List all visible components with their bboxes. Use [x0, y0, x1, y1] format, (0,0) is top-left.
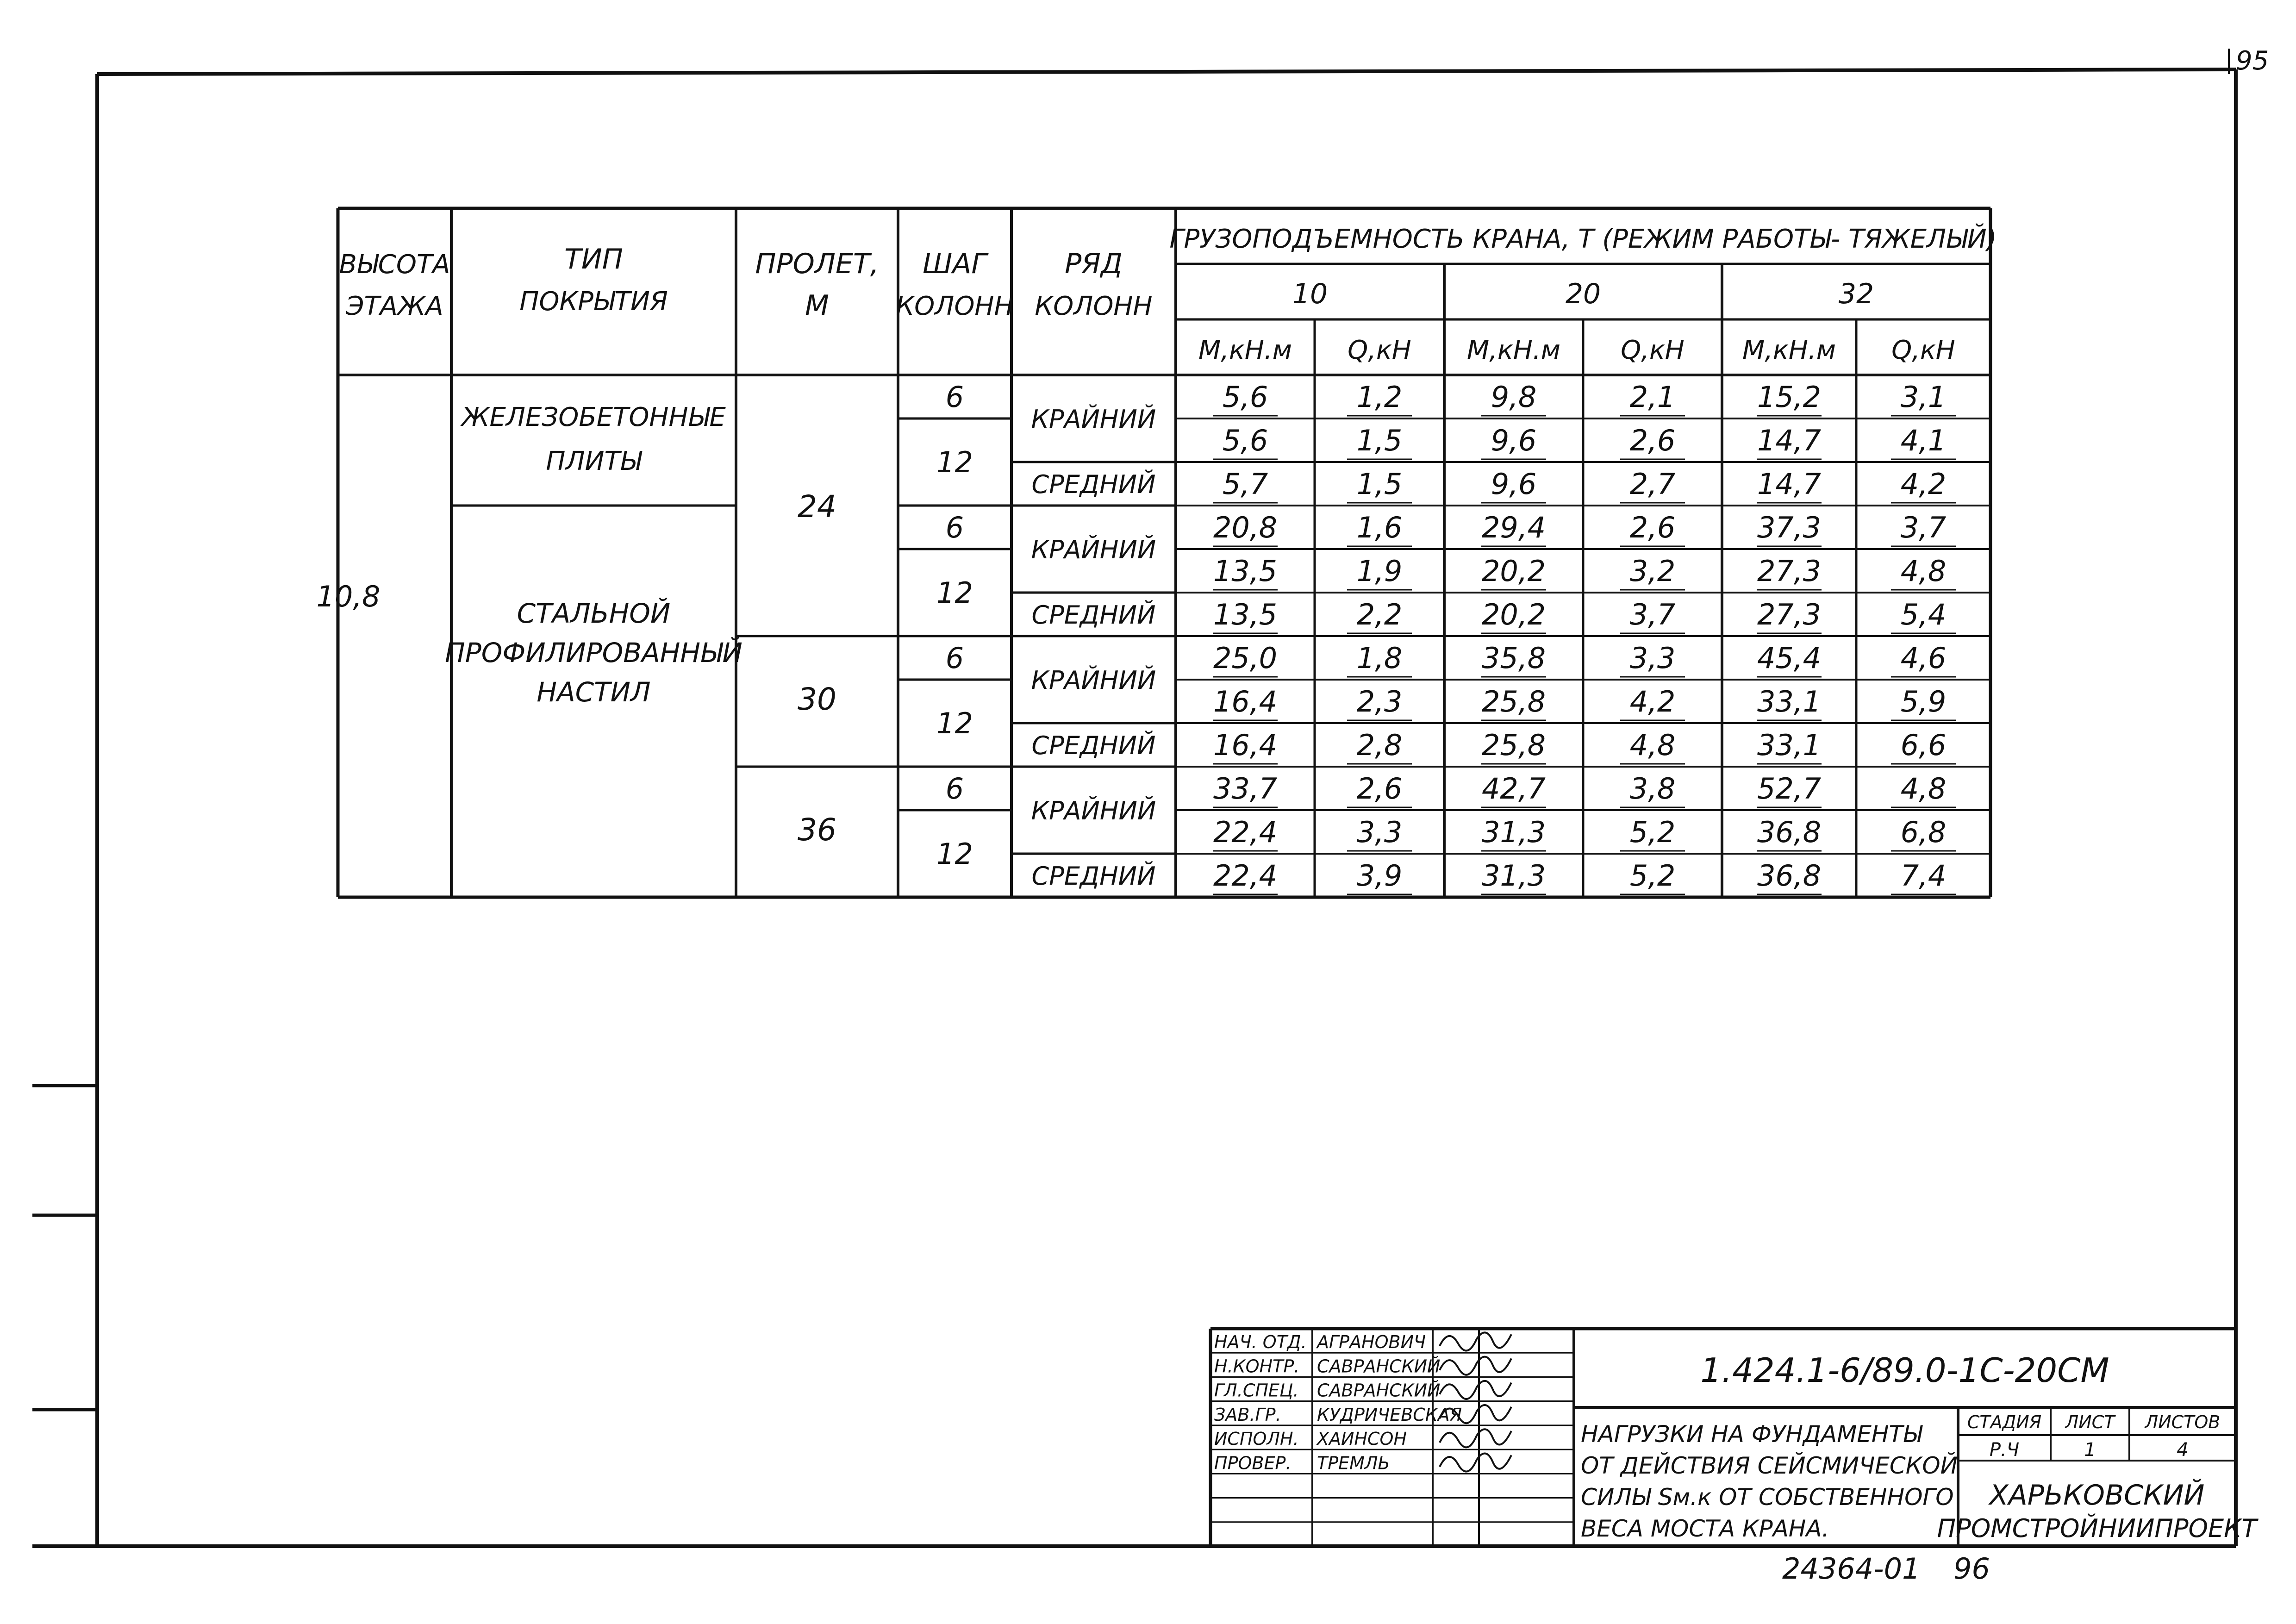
column-row-type: КРАЙНИЙ [1031, 535, 1156, 564]
signature [1440, 1332, 1511, 1350]
drawing-title: ВЕСА МОСТА КРАНА. [1581, 1515, 1829, 1542]
header-capacity-32: 32 [1838, 278, 1874, 310]
header-floor-height: ЭТАЖА [346, 291, 443, 321]
column-step-value: 6 [945, 772, 964, 806]
column-step-value: 12 [936, 837, 973, 871]
signature [1440, 1429, 1511, 1447]
moment-value: 5,6 [1222, 424, 1268, 457]
shear-force-value: 5,4 [1900, 598, 1947, 631]
moment-value: 9,8 [1491, 380, 1537, 414]
moment-value: 20,2 [1481, 598, 1546, 631]
shear-force-value: 2,1 [1629, 380, 1676, 414]
column-step-value: 12 [936, 706, 973, 740]
shear-force-value: 1,8 [1356, 641, 1403, 675]
moment-value: 13,5 [1213, 554, 1278, 588]
signer-name: ТРЕМЛЬ [1317, 1453, 1390, 1474]
moment-value: 22,4 [1213, 859, 1278, 893]
moment-value: 52,7 [1757, 772, 1822, 806]
signer-name: САВРАНСКИЙ [1317, 1356, 1441, 1377]
column-step-value: 6 [945, 511, 964, 544]
moment-value: 14,7 [1757, 424, 1822, 457]
shear-force-value: 2,6 [1356, 772, 1403, 806]
column-step-value: 12 [936, 445, 973, 479]
sheets-value: 4 [2177, 1439, 2189, 1461]
shear-force-value: 4,6 [1900, 641, 1947, 675]
shear-force-value: 4,2 [1900, 467, 1947, 501]
moment-value: 9,6 [1491, 467, 1537, 501]
signer-role: НАЧ. ОТД. [1214, 1332, 1307, 1353]
shear-force-value: 4,8 [1629, 728, 1676, 762]
moment-value: 25,8 [1481, 685, 1546, 718]
shear-force-value: 3,3 [1629, 641, 1676, 675]
moment-value: 25,8 [1481, 728, 1546, 762]
shear-force-value: 4,8 [1900, 772, 1947, 806]
header-capacity-10: 10 [1292, 278, 1328, 310]
moment-value: 27,3 [1757, 554, 1822, 588]
shear-force-value: 7,4 [1900, 859, 1947, 893]
moment-value: 25,0 [1213, 641, 1278, 675]
header-shear-force: Q,кН [1621, 335, 1685, 365]
moment-value: 15,2 [1757, 380, 1822, 414]
signer-role: ИСПОЛН. [1214, 1429, 1299, 1449]
shear-force-value: 4,2 [1629, 685, 1676, 718]
drawing-title: ОТ ДЕЙСТВИЯ СЕЙСМИЧЕСКОЙ [1581, 1452, 1958, 1479]
moment-value: 31,3 [1481, 859, 1546, 893]
header-column-row: РЯД [1065, 248, 1123, 280]
shear-force-value: 3,2 [1629, 554, 1676, 588]
shear-force-value: 3,7 [1629, 598, 1676, 631]
organization-name: ХАРЬКОВСКИЙ [1989, 1479, 2205, 1512]
signature [1440, 1453, 1511, 1471]
moment-value: 45,4 [1757, 641, 1822, 675]
moment-value: 16,4 [1213, 685, 1278, 718]
header-capacity-20: 20 [1565, 278, 1601, 310]
header-column-row: КОЛОНН [1035, 291, 1153, 321]
column-row-type: СРЕДНИЙ [1031, 470, 1156, 499]
signer-name: ХАИНСОН [1317, 1429, 1407, 1449]
signer-name: АГРАНОВИЧ [1317, 1332, 1426, 1353]
moment-value: 20,2 [1481, 554, 1546, 588]
header-floor-height: ВЫСОТА [339, 250, 450, 280]
shear-force-value: 3,9 [1356, 859, 1403, 893]
title-block [1214, 1332, 2259, 1543]
moment-value: 31,3 [1481, 815, 1546, 849]
shear-force-value: 2,6 [1629, 511, 1676, 544]
sheet-corner-number: 95 [2236, 46, 2269, 76]
signature [1440, 1357, 1511, 1375]
roof-type-reinforced-concrete: ЖЕЛЕЗОБЕТОННЫЕ [462, 402, 726, 432]
column-row-type: КРАЙНИЙ [1031, 796, 1156, 825]
column-row-type: СРЕДНИЙ [1031, 731, 1156, 760]
header-roof-type: ТИП [564, 243, 623, 275]
shear-force-value: 6,6 [1900, 728, 1947, 762]
header-moment: М,кН.м [1198, 335, 1292, 365]
shear-force-value: 1,5 [1356, 467, 1403, 501]
signer-role: Н.КОНТР. [1214, 1356, 1300, 1377]
moment-value: 5,6 [1222, 380, 1268, 414]
shear-force-value: 4,8 [1900, 554, 1947, 588]
signer-name: КУДРИЧЕВСКАЯ [1317, 1404, 1462, 1425]
moment-value: 20,8 [1213, 511, 1278, 544]
sheet-label: ЛИСТ [2065, 1412, 2115, 1432]
shear-force-value: 1,5 [1356, 424, 1403, 457]
roof-type-steel-deck: СТАЛЬНОЙ [517, 598, 671, 629]
moment-value: 22,4 [1213, 815, 1278, 849]
span-value: 24 [798, 489, 836, 525]
moment-value: 9,6 [1491, 424, 1537, 457]
sheets-label: ЛИСТОВ [2145, 1412, 2221, 1432]
header-roof-type: ПОКРЫТИЯ [519, 287, 668, 317]
header-moment: М,кН.м [1466, 335, 1561, 365]
header-capacity: ГРУЗОПОДЪЕМНОСТЬ КРАНА, Т (РЕЖИМ РАБОТЫ- ТЯЖЕЛЫЙ) [1169, 224, 1997, 254]
header-column-step: ШАГ [923, 248, 987, 280]
header-shear-force: Q,кН [1348, 335, 1411, 365]
shear-force-value: 1,6 [1356, 511, 1403, 544]
moment-value: 16,4 [1213, 728, 1278, 762]
shear-force-value: 3,3 [1356, 815, 1403, 849]
moment-value: 33,1 [1757, 728, 1822, 762]
moment-value: 5,7 [1222, 467, 1268, 501]
page-number: 96 [1953, 1552, 1990, 1586]
floor-height-value: 10,8 [316, 580, 381, 613]
signer-role: ПРОВЕР. [1214, 1453, 1292, 1474]
drawing-title: СИЛЫ Sм.к ОТ СОБСТВЕННОГО [1581, 1484, 1954, 1511]
shear-force-value: 1,2 [1356, 380, 1403, 414]
moment-value: 33,7 [1213, 772, 1278, 806]
signature [1440, 1381, 1511, 1399]
roof-type-steel-deck: ПРОФИЛИРОВАННЫЙ [445, 637, 742, 668]
column-step-value: 12 [936, 576, 973, 610]
moment-value: 13,5 [1213, 598, 1278, 631]
column-row-type: КРАЙНИЙ [1031, 405, 1156, 434]
shear-force-value: 3,1 [1900, 380, 1947, 414]
moment-value: 36,8 [1757, 859, 1822, 893]
drawing-title: НАГРУЗКИ НА ФУНДАМЕНТЫ [1581, 1421, 1922, 1448]
signer-role: ГЛ.СПЕЦ. [1214, 1380, 1299, 1401]
shear-force-value: 3,8 [1629, 772, 1676, 806]
shear-force-value: 2,2 [1356, 598, 1403, 631]
header-span: М [805, 289, 829, 322]
header-moment: М,кН.м [1742, 335, 1836, 365]
signer-role: ЗАВ.ГР. [1214, 1404, 1281, 1425]
shear-force-value: 5,2 [1629, 859, 1676, 893]
header-span: ПРОЛЕТ, [755, 248, 879, 280]
signer-name: САВРАНСКИЙ [1317, 1380, 1441, 1401]
moment-value: 36,8 [1757, 815, 1822, 849]
shear-force-value: 1,9 [1356, 554, 1403, 588]
shear-force-value: 5,9 [1900, 685, 1947, 718]
moment-value: 27,3 [1757, 598, 1822, 631]
organization-name: ПРОМСТРОЙНИИПРОЕКТ [1937, 1514, 2257, 1543]
shear-force-value: 6,8 [1900, 815, 1947, 849]
moment-value: 14,7 [1757, 467, 1822, 501]
moment-value: 33,1 [1757, 685, 1822, 718]
document-code: 1.424.1-6/89.0-1С-20СМ [1700, 1351, 2109, 1390]
shear-force-value: 2,6 [1629, 424, 1676, 457]
column-step-value: 6 [945, 380, 964, 414]
stage-value: Р.Ч [1989, 1439, 2020, 1461]
shear-force-value: 3,7 [1900, 511, 1947, 544]
moment-value: 35,8 [1481, 641, 1546, 675]
roof-type-reinforced-concrete: ПЛИТЫ [546, 446, 642, 476]
inventory-number: 24364-01 [1782, 1552, 1921, 1586]
column-row-type: СРЕДНИЙ [1031, 600, 1156, 630]
stage-label: СТАДИЯ [1967, 1412, 2042, 1432]
shear-force-value: 2,7 [1629, 467, 1676, 501]
span-value: 36 [798, 812, 836, 848]
shear-force-value: 4,1 [1900, 424, 1947, 457]
shear-force-value: 2,3 [1356, 685, 1403, 718]
shear-force-value: 5,2 [1629, 815, 1676, 849]
column-row-type: КРАЙНИЙ [1031, 666, 1156, 695]
load-table [316, 224, 1997, 893]
span-value: 30 [798, 681, 836, 717]
column-step-value: 6 [945, 641, 964, 675]
header-column-step: КОЛОНН [896, 291, 1014, 321]
moment-value: 37,3 [1757, 511, 1822, 544]
sheet-value: 1 [2084, 1439, 2096, 1461]
column-row-type: СРЕДНИЙ [1031, 862, 1156, 891]
shear-force-value: 2,8 [1356, 728, 1403, 762]
roof-type-steel-deck: НАСТИЛ [537, 676, 651, 708]
moment-value: 29,4 [1481, 511, 1546, 544]
header-shear-force: Q,кН [1891, 335, 1955, 365]
moment-value: 42,7 [1481, 772, 1546, 806]
